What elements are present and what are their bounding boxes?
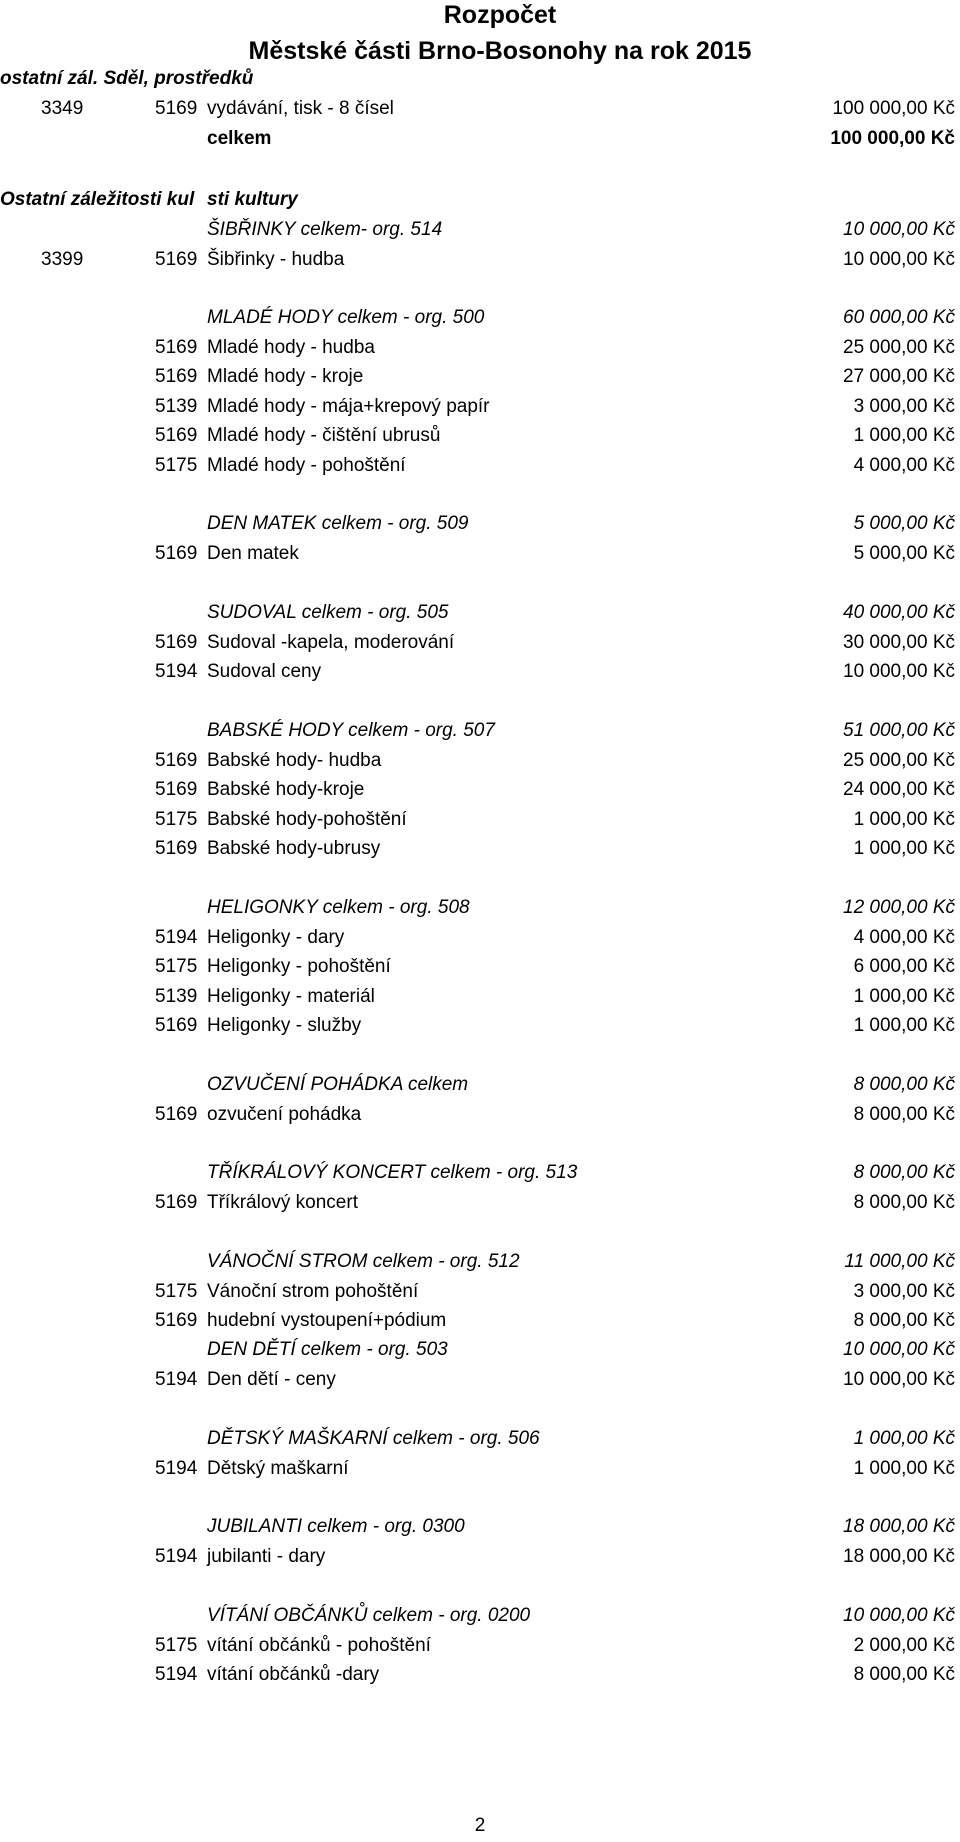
budget-row bbox=[0, 805, 960, 835]
polozka-code: 5169 bbox=[155, 750, 198, 771]
paragraf-code: 3349 bbox=[41, 98, 84, 119]
polozka-code: 5175 bbox=[155, 956, 198, 977]
section-total-amount: 100 000,00 Kč bbox=[830, 128, 955, 149]
polozka-code: 5169 bbox=[155, 337, 198, 358]
polozka-code: 5194 bbox=[155, 661, 198, 682]
item-description: Babské hody-ubrusy bbox=[207, 838, 381, 859]
item-amount: 10 000,00 Kč bbox=[843, 1369, 955, 1390]
group-total-row bbox=[0, 1247, 960, 1277]
group-total-row bbox=[0, 303, 960, 333]
item-amount: 8 000,00 Kč bbox=[853, 1664, 955, 1685]
group-total-amount: 10 000,00 Kč bbox=[843, 219, 955, 240]
group-total-row bbox=[0, 1158, 960, 1188]
polozka-code: 5175 bbox=[155, 1635, 198, 1656]
polozka-code: 5169 bbox=[155, 632, 198, 653]
item-amount: 10 000,00 Kč bbox=[843, 661, 955, 682]
budget-row bbox=[0, 834, 960, 864]
item-amount: 4 000,00 Kč bbox=[853, 927, 955, 948]
budget-row bbox=[0, 245, 960, 275]
polozka-code: 5169 bbox=[155, 249, 198, 270]
item-amount: 24 000,00 Kč bbox=[843, 779, 955, 800]
group-title: MLADÉ HODY celkem - org. 500 bbox=[207, 307, 485, 328]
group-total-amount: 10 000,00 Kč bbox=[843, 1339, 955, 1360]
item-description: jubilanti - dary bbox=[207, 1546, 326, 1567]
polozka-code: 5139 bbox=[155, 396, 198, 417]
group-total-row bbox=[0, 598, 960, 628]
item-description: Mladé hody - čištění ubrusů bbox=[207, 425, 441, 446]
section-header-row bbox=[0, 185, 960, 215]
document-subtitle: Městské části Brno-Bosonohy na rok 2015 bbox=[248, 37, 752, 65]
group-total-amount: 5 000,00 Kč bbox=[853, 513, 955, 534]
budget-row bbox=[0, 421, 960, 451]
budget-row bbox=[0, 1306, 960, 1336]
group-total-row bbox=[0, 716, 960, 746]
budget-row bbox=[0, 1011, 960, 1041]
item-description: Babské hody- hudba bbox=[207, 750, 382, 771]
section-header: ostatní zál. Sděl, prostředků bbox=[0, 68, 254, 89]
polozka-code: 5169 bbox=[155, 838, 198, 859]
group-total-row bbox=[0, 1601, 960, 1631]
group-total-amount: 60 000,00 Kč bbox=[843, 307, 955, 328]
group-total-amount: 11 000,00 Kč bbox=[844, 1251, 955, 1272]
polozka-code: 5194 bbox=[155, 927, 198, 948]
paragraf-code: 3399 bbox=[41, 249, 84, 270]
item-amount: 10 000,00 Kč bbox=[843, 249, 955, 270]
item-description: vítání občánků -dary bbox=[207, 1664, 380, 1685]
document-title: Rozpočet bbox=[443, 1, 557, 29]
item-amount: 25 000,00 Kč bbox=[843, 750, 955, 771]
group-total-row bbox=[0, 1512, 960, 1542]
item-description: Tříkrálový koncert bbox=[207, 1192, 358, 1213]
group-title: VÁNOČNÍ STROM celkem - org. 512 bbox=[207, 1251, 520, 1272]
group-total-amount: 8 000,00 Kč bbox=[853, 1074, 955, 1095]
group-total-amount: 40 000,00 Kč bbox=[843, 602, 955, 623]
item-amount: 1 000,00 Kč bbox=[853, 1458, 955, 1479]
item-amount: 4 000,00 Kč bbox=[853, 455, 955, 476]
section-header-continuation: sti kultury bbox=[207, 189, 298, 210]
budget-row bbox=[0, 539, 960, 569]
polozka-code: 5175 bbox=[155, 1281, 198, 1302]
budget-row bbox=[0, 628, 960, 658]
budget-row bbox=[0, 451, 960, 481]
group-title: TŘÍKRÁLOVÝ KONCERT celkem - org. 513 bbox=[207, 1162, 578, 1183]
group-title: JUBILANTI celkem - org. 0300 bbox=[207, 1516, 465, 1537]
budget-row bbox=[0, 1454, 960, 1484]
item-amount: 1 000,00 Kč bbox=[853, 1015, 955, 1036]
item-amount: 1 000,00 Kč bbox=[853, 838, 955, 859]
polozka-code: 5169 bbox=[155, 1192, 198, 1213]
item-description: Mladé hody - mája+krepový papír bbox=[207, 396, 490, 417]
item-amount: 100 000,00 Kč bbox=[832, 98, 955, 119]
item-description: Heligonky - služby bbox=[207, 1015, 362, 1036]
budget-row bbox=[0, 657, 960, 687]
polozka-code: 5169 bbox=[155, 425, 198, 446]
item-description: Vánoční strom pohoštění bbox=[207, 1281, 419, 1302]
item-amount: 1 000,00 Kč bbox=[853, 425, 955, 446]
budget-row bbox=[0, 1631, 960, 1661]
group-title: DEN DĚTÍ celkem - org. 503 bbox=[207, 1339, 448, 1360]
group-title: ŠIBŘINKY celkem- org. 514 bbox=[207, 219, 443, 240]
polozka-code: 5194 bbox=[155, 1546, 198, 1567]
group-title: BABSKÉ HODY celkem - org. 507 bbox=[207, 720, 495, 741]
item-amount: 8 000,00 Kč bbox=[853, 1104, 955, 1125]
item-amount: 8 000,00 Kč bbox=[853, 1192, 955, 1213]
budget-row bbox=[0, 333, 960, 363]
budget-row bbox=[0, 362, 960, 392]
item-description: vydávání, tisk - 8 čísel bbox=[207, 98, 394, 119]
section-total-row bbox=[0, 124, 960, 154]
item-amount: 3 000,00 Kč bbox=[853, 1281, 955, 1302]
item-amount: 18 000,00 Kč bbox=[843, 1546, 955, 1567]
item-description: Mladé hody - kroje bbox=[207, 366, 364, 387]
budget-row bbox=[0, 1188, 960, 1218]
budget-row bbox=[0, 952, 960, 982]
polozka-code: 5194 bbox=[155, 1369, 198, 1390]
polozka-code: 5169 bbox=[155, 779, 198, 800]
group-total-row bbox=[0, 1335, 960, 1365]
polozka-code: 5169 bbox=[155, 1104, 198, 1125]
group-total-amount: 8 000,00 Kč bbox=[853, 1162, 955, 1183]
polozka-code: 5169 bbox=[155, 1310, 198, 1331]
item-description: vítání občánků - pohoštění bbox=[207, 1635, 431, 1656]
polozka-code: 5194 bbox=[155, 1458, 198, 1479]
polozka-code: 5175 bbox=[155, 455, 198, 476]
item-amount: 27 000,00 Kč bbox=[843, 366, 955, 387]
item-description: Mladé hody - hudba bbox=[207, 337, 375, 358]
budget-row bbox=[0, 775, 960, 805]
budget-row bbox=[0, 94, 960, 124]
group-total-row bbox=[0, 1070, 960, 1100]
section-header-row bbox=[0, 64, 960, 94]
item-description: Dětský maškarní bbox=[207, 1458, 349, 1479]
item-description: Mladé hody - pohoštění bbox=[207, 455, 406, 476]
group-total-row bbox=[0, 1424, 960, 1454]
polozka-code: 5169 bbox=[155, 543, 198, 564]
group-total-row bbox=[0, 215, 960, 245]
group-title: HELIGONKY celkem - org. 508 bbox=[207, 897, 470, 918]
polozka-code: 5175 bbox=[155, 809, 198, 830]
item-description: Sudoval ceny bbox=[207, 661, 322, 682]
item-amount: 6 000,00 Kč bbox=[853, 956, 955, 977]
item-description: hudební vystoupení+pódium bbox=[207, 1310, 447, 1331]
group-title: DĚTSKÝ MAŠKARNÍ celkem - org. 506 bbox=[207, 1428, 540, 1449]
item-description: Heligonky - materiál bbox=[207, 986, 375, 1007]
polozka-code: 5139 bbox=[155, 986, 198, 1007]
item-description: Babské hody-kroje bbox=[207, 779, 365, 800]
item-amount: 30 000,00 Kč bbox=[843, 632, 955, 653]
item-amount: 1 000,00 Kč bbox=[853, 809, 955, 830]
group-title: VÍTÁNÍ OBČÁNKŮ celkem - org. 0200 bbox=[207, 1605, 531, 1626]
page-number: 2 bbox=[474, 1815, 486, 1836]
budget-row bbox=[0, 1542, 960, 1572]
item-description: Den matek bbox=[207, 543, 299, 564]
item-amount: 5 000,00 Kč bbox=[853, 543, 955, 564]
item-description: Heligonky - pohoštění bbox=[207, 956, 391, 977]
item-description: Šibřinky - hudba bbox=[207, 249, 345, 270]
budget-row bbox=[0, 746, 960, 776]
group-total-amount: 51 000,00 Kč bbox=[843, 720, 955, 741]
item-amount: 3 000,00 Kč bbox=[853, 396, 955, 417]
item-description: Den dětí - ceny bbox=[207, 1369, 336, 1390]
polozka-code: 5169 bbox=[155, 366, 198, 387]
item-amount: 1 000,00 Kč bbox=[853, 986, 955, 1007]
item-description: ozvučení pohádka bbox=[207, 1104, 362, 1125]
group-total-amount: 12 000,00 Kč bbox=[843, 897, 955, 918]
group-title: DEN MATEK celkem - org. 509 bbox=[207, 513, 469, 534]
item-amount: 8 000,00 Kč bbox=[853, 1310, 955, 1331]
polozka-code: 5194 bbox=[155, 1664, 198, 1685]
section-total-label: celkem bbox=[207, 128, 272, 149]
budget-row bbox=[0, 1100, 960, 1130]
budget-row bbox=[0, 982, 960, 1012]
polozka-code: 5169 bbox=[155, 1015, 198, 1036]
budget-row bbox=[0, 1277, 960, 1307]
item-description: Heligonky - dary bbox=[207, 927, 345, 948]
budget-row bbox=[0, 392, 960, 422]
item-description: Sudoval -kapela, moderování bbox=[207, 632, 455, 653]
group-title: OZVUČENÍ POHÁDKA celkem bbox=[207, 1074, 469, 1095]
budget-row bbox=[0, 1365, 960, 1395]
item-amount: 25 000,00 Kč bbox=[843, 337, 955, 358]
group-total-amount: 18 000,00 Kč bbox=[843, 1516, 955, 1537]
polozka-code: 5169 bbox=[155, 98, 198, 119]
group-total-row bbox=[0, 509, 960, 539]
item-description: Babské hody-pohoštění bbox=[207, 809, 407, 830]
group-total-amount: 10 000,00 Kč bbox=[843, 1605, 955, 1626]
group-total-row bbox=[0, 893, 960, 923]
section-header: Ostatní záležitosti kul bbox=[0, 189, 195, 210]
group-title: SUDOVAL celkem - org. 505 bbox=[207, 602, 449, 623]
group-total-amount: 1 000,00 Kč bbox=[853, 1428, 955, 1449]
budget-row bbox=[0, 923, 960, 953]
budget-row bbox=[0, 1660, 960, 1690]
item-amount: 2 000,00 Kč bbox=[853, 1635, 955, 1656]
